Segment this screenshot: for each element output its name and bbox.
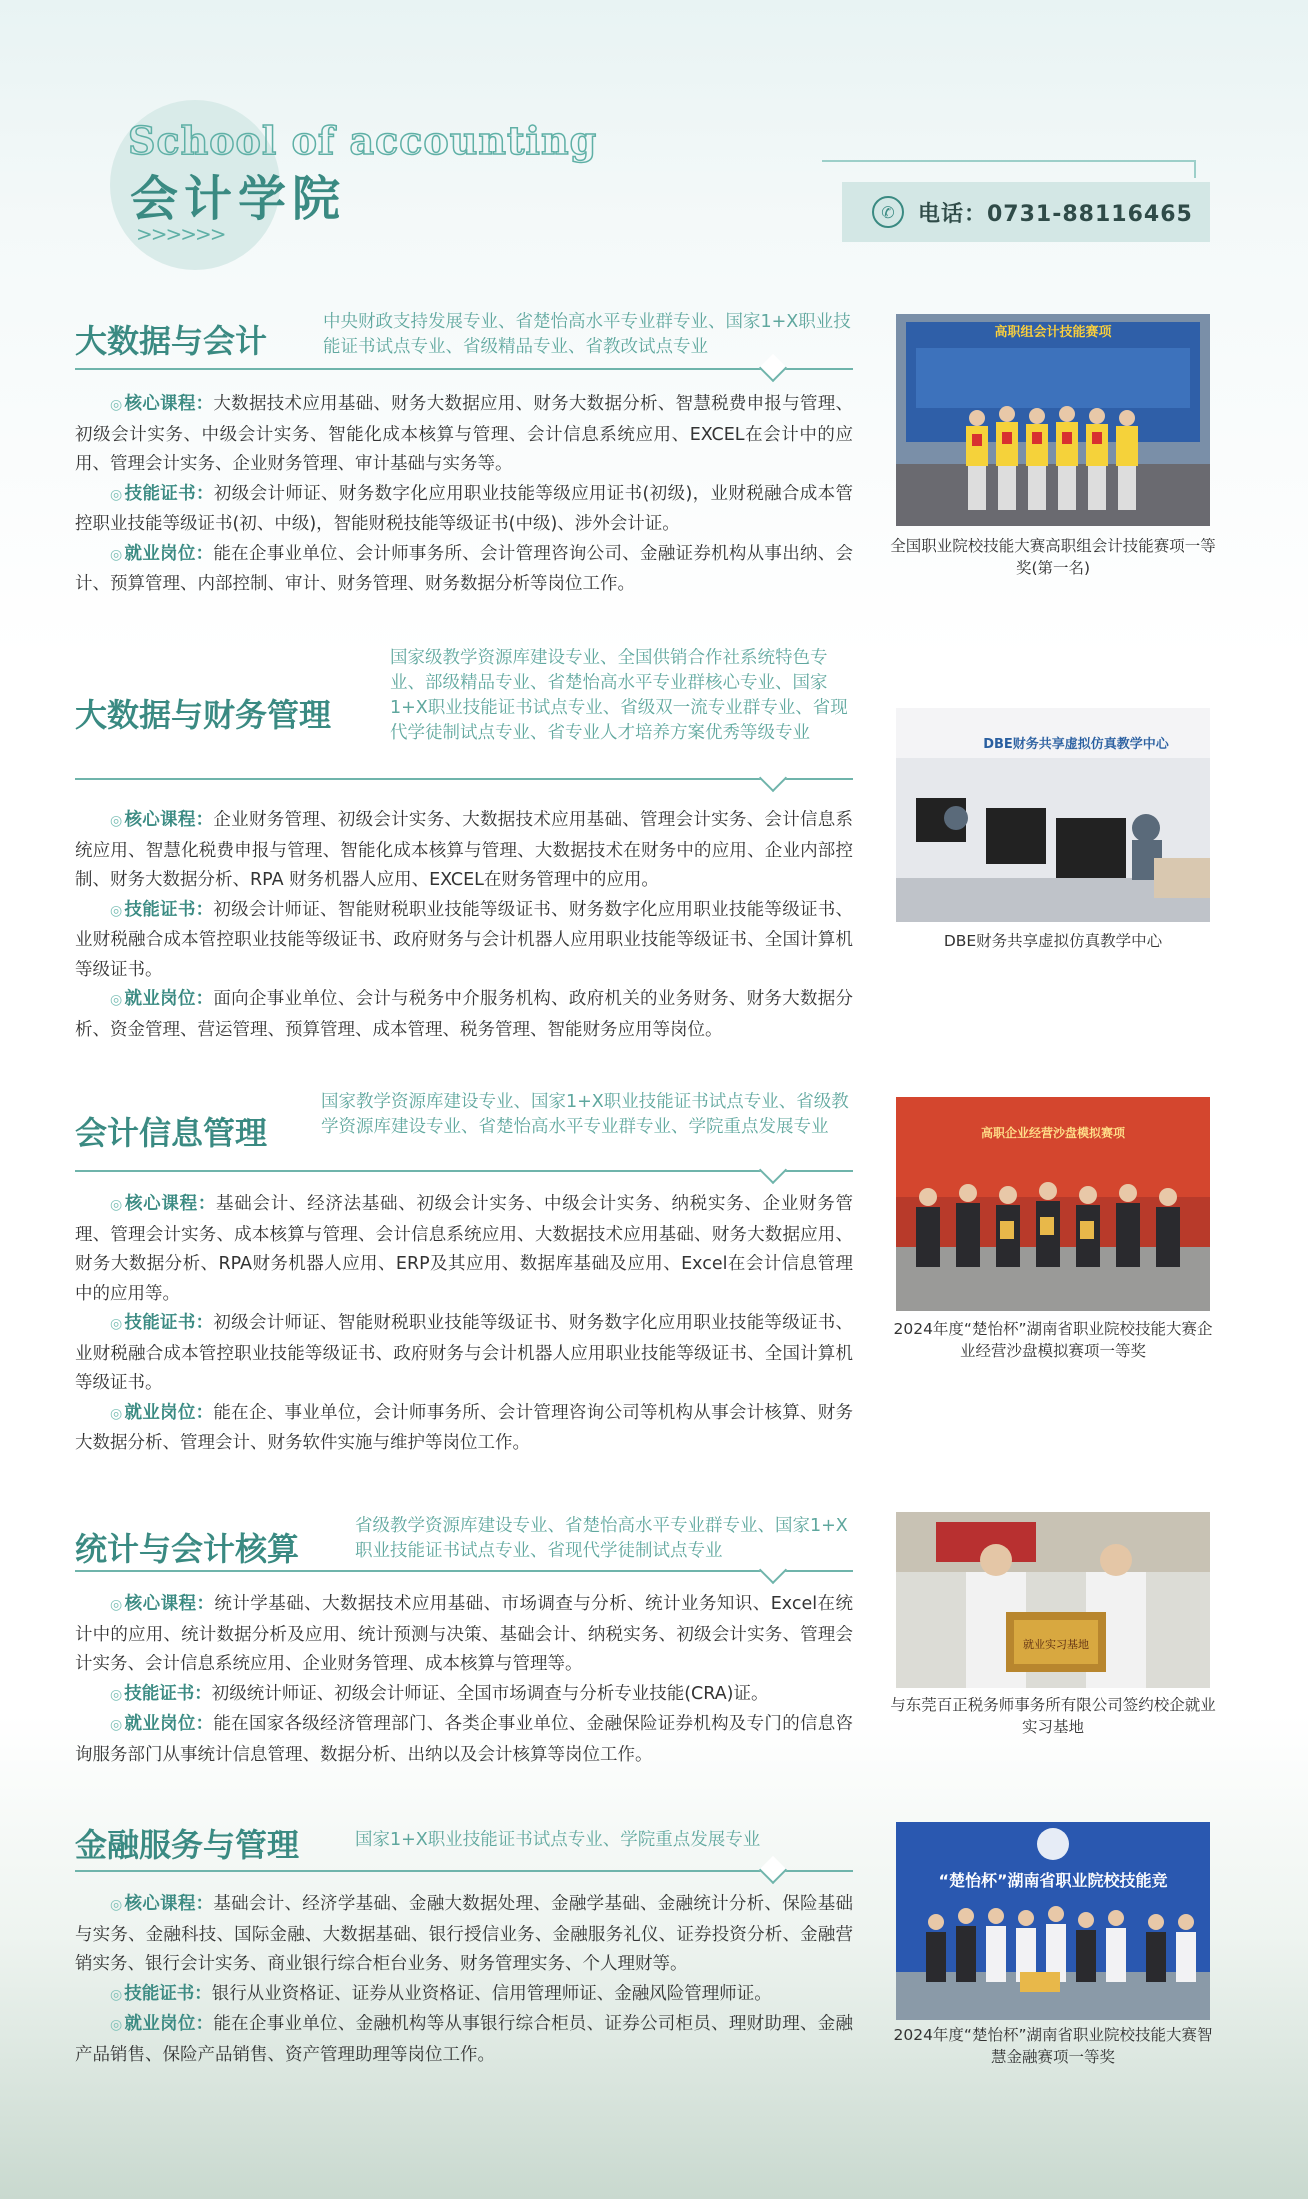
employment-label: ◎ 就业岗位：	[110, 989, 213, 1009]
core-courses	[75, 1590, 853, 1680]
core-courses-text: 大数据技术应用基础、财务大数据应用、财务大数据分析、智慧税费申报与管理、初级会计实务、中级会计实务、智能化成本核算与管理、会计信息系统应用、EXCEL在会计中的应用、管理会计实务、企业财务管理、审计基础与实务等。	[75, 394, 854, 474]
skill-certificates-label: ◎ 技能证书：	[110, 1684, 212, 1704]
photo-caption: 2024年度“楚怡杯”湖南省职业院校技能大赛智慧金融赛项一等奖	[893, 2026, 1213, 2066]
section-divider	[75, 368, 853, 370]
major-tags: 国家1+X职业技能证书试点专业、学院重点发展专业	[355, 1830, 761, 1850]
major-details	[75, 1190, 853, 1459]
divider-chevron-icon	[759, 1156, 787, 1184]
skill-certificates-text: 银行从业资格证、证券从业资格证、信用管理师证、金融风险管理师证。	[211, 1983, 772, 2004]
major-details	[75, 390, 853, 600]
skill-certificates	[75, 1680, 853, 1711]
photo-plaque-text: 就业实习基地	[1023, 1638, 1089, 1651]
employment-positions	[75, 1399, 853, 1459]
photo-banner-text: 高职企业经营沙盘模拟赛项	[980, 1126, 1126, 1140]
skill-certificates	[75, 1980, 853, 2011]
school-name-chinese: 会计学院	[130, 171, 347, 227]
core-courses-label: ◎ 核心课程：	[110, 810, 213, 830]
employment-label: ◎ 就业岗位：	[110, 1714, 213, 1734]
skill-certificates	[75, 896, 853, 986]
photo-caption: DBE财务共享虚拟仿真教学中心	[943, 932, 1163, 950]
skill-certificates	[75, 480, 853, 540]
phone-number[interactable]: 电话：0731-88116465	[918, 201, 1193, 227]
major-title: 大数据与会计	[75, 322, 268, 360]
skill-certificates-label: ◎ 技能证书：	[110, 484, 214, 504]
major-details	[75, 806, 853, 1045]
core-courses-text: 统计学基础、大数据技术应用基础、市场调查与分析、统计业务知识、Excel在统计中的应用、统计数据分析及应用、统计预测与决策、基础会计、纳税实务、初级会计实务、管理会计实务、会计信息系统应用、企业财务管理、成本核算与管理等。	[75, 1594, 854, 1674]
photo-dbe-teaching-center	[896, 708, 1210, 922]
core-courses	[75, 390, 853, 480]
core-courses-text: 基础会计、经济法基础、初级会计实务、中级会计实务、纳税实务、企业财务管理、管理会计实务、成本核算与管理、会计信息系统应用、大数据技术应用基础、财务大数据应用、财务大数据分析、RPA财务机器人应用、ERP及其应用、数据库基础及应用、Excel在会计信息管理中的应用等。	[75, 1194, 854, 1304]
major-title: 金融服务与管理	[75, 1826, 300, 1864]
core-courses-text: 基础会计、经济学基础、金融大数据处理、金融学基础、金融统计分析、保险基础与实务、金融科技、国际金融、大数据基础、银行授信业务、金融服务礼仪、证券投资分析、金融营销实务、银行会计实务、商业银行综合柜台业务、财务管理实务、个人理财等。	[75, 1894, 854, 1974]
skill-certificates	[75, 1309, 853, 1399]
photo-caption: 与东莞百正税务师事务所有限公司签约校企就业实习基地	[890, 1696, 1216, 1736]
photo-sandbox-competition	[896, 1097, 1210, 1311]
section-divider	[75, 1870, 853, 1872]
major-tags: 省级教学资源库建设专业、省楚怡高水平专业群专业、国家1+X 职业技能证书试点专业、省现代学徒制试点专业	[355, 1516, 848, 1561]
core-courses	[75, 1890, 853, 1980]
core-courses-label: ◎ 核心课程：	[110, 394, 213, 414]
section-divider	[75, 778, 853, 780]
core-courses-label: ◎ 核心课程：	[110, 1194, 216, 1214]
employment-text: 能在企、事业单位，会计师事务所、会计管理咨询公司等机构从事会计核算、财务大数据分析、管理会计、财务软件实施与维护等岗位工作。	[75, 1402, 854, 1453]
employment-label: ◎ 就业岗位：	[110, 2014, 213, 2034]
employment-text: 能在国家各级经济管理部门、各类企事业单位、金融保险证券机构及专门的信息咨询服务部门从事统计信息管理、数据分析、出纳以及会计核算等岗位工作。	[75, 1714, 854, 1765]
employment-text: 面向企事业单位、会计与税务中介服务机构、政府机关的业务财务、财务大数据分析、资金管理、营运管理、预算管理、成本管理、税务管理、智能财务应用等岗位。	[75, 989, 854, 1040]
core-courses-label: ◎ 核心课程：	[110, 1594, 214, 1614]
major-tags: 国家教学资源库建设专业、国家1+X职业技能证书试点专业、省级教学资源库建设专业、省楚怡高水平专业群专业、学院重点发展专业	[321, 1092, 849, 1137]
major-title: 会计信息管理	[75, 1114, 268, 1152]
major-tags: 中央财政支持发展专业、省楚怡高水平专业群专业、国家1+X职业技能证书试点专业、省级精品专业、省教改试点专业	[323, 312, 851, 357]
divider-chevron-icon	[759, 1856, 787, 1884]
core-courses	[75, 806, 853, 896]
major-title: 大数据与财务管理	[75, 696, 332, 734]
employment-text: 能在企事业单位、会计师事务所、会计管理咨询公司、金融证券机构从事出纳、会计、预算管理、内部控制、审计、财务管理、财务数据分析等岗位工作。	[75, 543, 854, 594]
phone-box	[842, 182, 1210, 242]
photo-banner-text: 高职组会计技能赛项	[994, 325, 1112, 340]
employment-positions	[75, 985, 853, 1045]
phone-icon: ✆	[872, 196, 904, 228]
major-tags: 国家级教学资源库建设专业、全国供销合作社系统特色专业、部级精品专业、省楚怡高水平专业群核心专业、国家1+X职业技能证书试点专业、省级双一流专业群专业、省现代学徒制试点专业、省专业人才培养方案优秀等级专业	[390, 648, 848, 743]
skill-certificates-label: ◎ 技能证书：	[110, 900, 213, 920]
photo-caption: 2024年度“楚怡杯”湖南省职业院校技能大赛企业经营沙盘模拟赛项一等奖	[893, 1320, 1213, 1360]
school-name-english: School of accounting	[128, 118, 598, 163]
photo-internship-base-signing	[896, 1512, 1210, 1688]
section-divider	[75, 1570, 853, 1572]
decor-arrows: >>>>>>	[136, 222, 225, 246]
employment-positions	[75, 1710, 853, 1770]
skill-certificates-text: 初级统计师证、初级会计师证、全国市场调查与分析专业技能(CRA)证。	[211, 1683, 769, 1704]
phone-frame-decor	[822, 160, 1196, 178]
skill-certificates-label: ◎ 技能证书：	[110, 1984, 212, 2004]
divider-chevron-icon	[759, 764, 787, 792]
photo-banner-text: DBE财务共享虚拟仿真教学中心	[983, 737, 1169, 752]
photo-banner-text: “楚怡杯”湖南省职业院校技能竞	[938, 1871, 1168, 1890]
skill-certificates-label: ◎ 技能证书：	[110, 1313, 213, 1333]
employment-positions	[75, 540, 853, 600]
employment-text: 能在企事业单位、金融机构等从事银行综合柜员、证券公司柜员、理财助理、金融产品销售、保险产品销售、资产管理助理等岗位工作。	[75, 2014, 854, 2065]
employment-positions	[75, 2010, 853, 2070]
major-details	[75, 1590, 853, 1770]
photo-caption: 全国职业院校技能大赛高职组会计技能赛项一等奖(第一名)	[890, 537, 1216, 577]
core-courses-text: 企业财务管理、初级会计实务、大数据技术应用基础、管理会计实务、会计信息系统应用、智慧化税费申报与管理、智能化成本核算与管理、大数据技术在财务中的应用、企业内部控制、财务大数据分析、RPA 财务机器人应用、EXCEL在财务管理中的应用。	[75, 810, 854, 890]
major-title: 统计与会计核算	[75, 1530, 300, 1568]
skill-certificates-text: 初级会计师证、智能财税职业技能等级证书、财务数字化应用职业技能等级证书、业财税融合成本管控职业技能等级证书、政府财务与会计机器人应用职业技能等级证书、全国计算机等级证书。	[75, 1313, 854, 1393]
core-courses-label: ◎ 核心课程：	[110, 1894, 213, 1914]
major-details	[75, 1890, 853, 2070]
employment-label: ◎ 就业岗位：	[110, 1403, 213, 1423]
skill-certificates-text: 初级会计师证、智能财税职业技能等级证书、财务数字化应用职业技能等级证书、业财税融合成本管控职业技能等级证书、政府财务与会计机器人应用职业技能等级证书、全国计算机等级证书。	[75, 899, 854, 980]
photo-smart-finance-competition	[896, 1822, 1210, 2020]
section-divider	[75, 1170, 853, 1172]
skill-certificates-text: 初级会计师证、财务数字化应用职业技能等级应用证书(初级)，业财税融合成本管控职业技能等级证书(初、中级)，智能财税技能等级证书(中级)、涉外会计证。	[75, 483, 854, 534]
core-courses	[75, 1190, 853, 1309]
employment-label: ◎ 就业岗位：	[110, 544, 213, 564]
photo-accounting-competition	[896, 314, 1210, 526]
